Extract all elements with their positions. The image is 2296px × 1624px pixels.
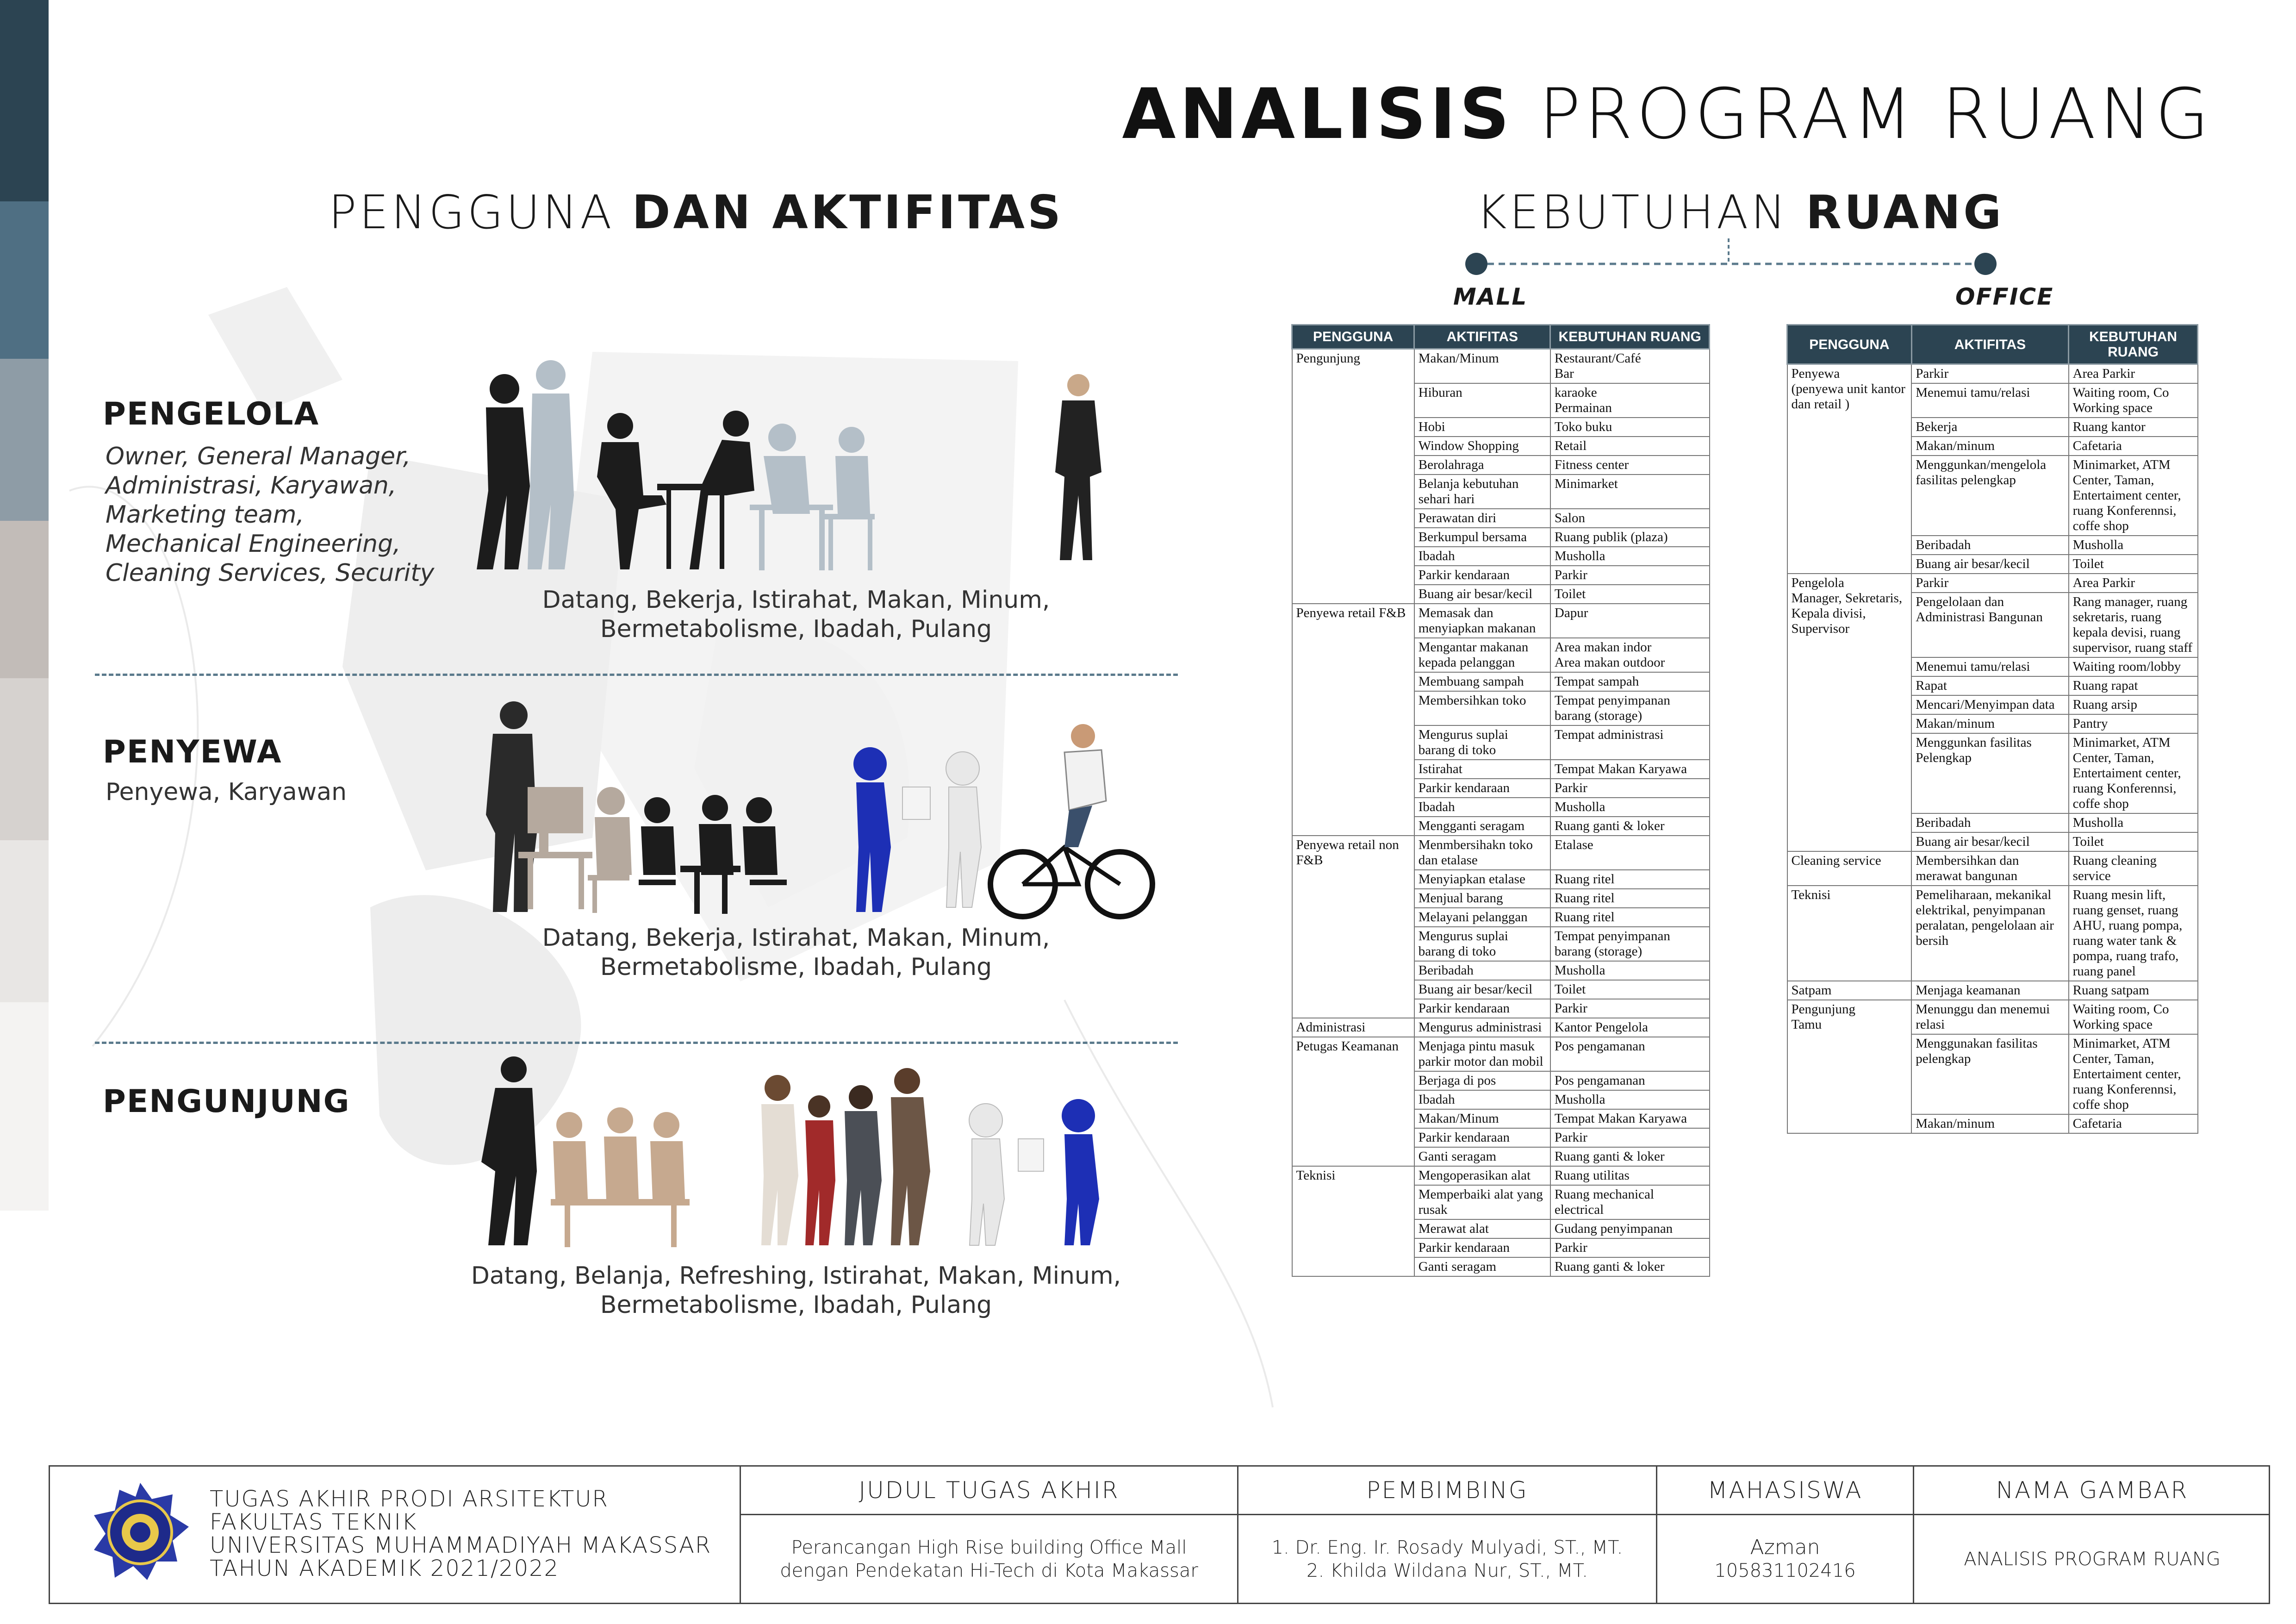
cell-kebutuhan: Tempat Makan Karyawa	[1550, 760, 1710, 779]
cell-aktifitas: Hiburan	[1414, 383, 1550, 418]
section-heading-pengguna: PENGGUNA DAN AKTIFITAS	[329, 185, 1064, 239]
cell-aktifitas: Menggunkan fasilitas Pelengkap	[1911, 733, 2068, 813]
col-aktifitas: AKTIFITAS	[1911, 325, 2068, 364]
cell-aktifitas: Menmbersihakn toko dan etalase	[1414, 836, 1550, 870]
cell-aktifitas: Parkir kendaraan	[1414, 999, 1550, 1018]
table-row	[1292, 1018, 1710, 1037]
cell-aktifitas: Ganti seragam	[1414, 1257, 1550, 1276]
office-label: OFFICE	[1955, 283, 2054, 310]
cell-aktifitas: Bekerja	[1911, 418, 2068, 437]
cell-aktifitas: Menemui tamu/relasi	[1911, 383, 2068, 418]
group-heading-pengunjung: PENGUNJUNG	[103, 1083, 350, 1120]
cell-aktifitas: Mengantar makanan kepada pelanggan	[1414, 638, 1550, 672]
cell-aktifitas: Menunggu dan menemui relasi	[1911, 1000, 2068, 1034]
cell-aktifitas: Makan/minum	[1911, 437, 2068, 456]
cell-kebutuhan: Tempat penyimpanan barang (storage)	[1550, 691, 1710, 725]
cell-kebutuhan: Fitness center	[1550, 456, 1710, 475]
cell-aktifitas: Buang air besar/kecil	[1414, 980, 1550, 999]
cell-kebutuhan: Ruang rapat	[2069, 676, 2198, 695]
cell-kebutuhan: Musholla	[1550, 961, 1710, 980]
cell-kebutuhan: Ruang mesin lift, ruang genset, ruang AHU, ruang pompa, ruang water tank & pompa, ruang trafo, ruang panel	[2069, 886, 2198, 981]
cell-kebutuhan: Minimarket, ATM Center, Taman, Entertaiment center, ruang Konferennsi, coffe shop	[2069, 456, 2198, 536]
cell-kebutuhan: Ruang ritel	[1550, 870, 1710, 889]
cell-kebutuhan: Ruang ganti & loker	[1550, 1147, 1710, 1166]
cell-aktifitas: Mengurus administrasi	[1414, 1018, 1550, 1037]
col-kebutuhan: KEBUTUHAN RUANG	[2069, 325, 2198, 364]
cell-aktifitas: Buang air besar/kecil	[1911, 832, 2068, 851]
university-logo	[87, 1480, 193, 1587]
cell-aktifitas: Menggunkan/mengelola fasilitas pelengkap	[1911, 456, 2068, 536]
cell-aktifitas: Menjaga keamanan	[1911, 981, 2068, 1000]
cell-aktifitas: Buang air besar/kecil	[1414, 585, 1550, 604]
cell-kebutuhan: Waiting room/lobby	[2069, 657, 2198, 676]
cell-kebutuhan: Musholla	[1550, 547, 1710, 566]
cell-aktifitas: Beribadah	[1414, 961, 1550, 980]
cell-kebutuhan: Retail	[1550, 437, 1710, 456]
cell-aktifitas: Parkir kendaraan	[1414, 566, 1550, 585]
label-mahasiswa: MAHASISWA	[1657, 1467, 1913, 1515]
cell-kebutuhan: Toko buku	[1550, 418, 1710, 437]
cell-aktifitas: Menyiapkan etalase	[1414, 870, 1550, 889]
table-row	[1292, 1037, 1710, 1071]
cell-aktifitas: Buang air besar/kecil	[1911, 555, 2068, 574]
cell-kebutuhan: Waiting room, Co Working space	[2069, 383, 2198, 418]
cell-kebutuhan: Parkir	[1550, 779, 1710, 798]
cell-pengguna: Pengunjung	[1292, 349, 1414, 604]
page-title: ANALISIS PROGRAM RUANG	[1122, 74, 2213, 155]
cell-pengguna: Penyewa retail F&B	[1292, 604, 1414, 836]
cell-kebutuhan: Ruang utilitas	[1550, 1166, 1710, 1185]
cell-kebutuhan: Ruang ganti & loker	[1550, 817, 1710, 836]
value-judul: Perancangan High Rise building Office Mall dengan Pendekatan Hi-Tech di Kota Makassar	[780, 1537, 1198, 1581]
divider-2	[95, 1042, 1178, 1044]
cell-aktifitas: Menjual barang	[1414, 889, 1550, 908]
cell-kebutuhan: Ruang ritel	[1550, 889, 1710, 908]
cell-aktifitas: Pengelolaan dan Administrasi Bangunan	[1911, 593, 2068, 657]
col-pengguna: PENGGUNA	[1787, 325, 1912, 364]
cell-aktifitas: Belanja kebutuhan sehari hari	[1414, 475, 1550, 509]
group-activities-pengunjung: Datang, Belanja, Refreshing, Istirahat, Makan, Minum, Bermetabolisme, Ibadah, Pulang	[471, 1262, 1121, 1319]
cell-aktifitas: Ibadah	[1414, 1090, 1550, 1109]
group-activities-penyewa: Datang, Bekerja, Istirahat, Makan, Minum, Bermetabolisme, Ibadah, Pulang	[542, 924, 1050, 981]
cell-kebutuhan: Ruang ritel	[1550, 908, 1710, 927]
connector-line	[1462, 238, 1999, 275]
cell-aktifitas: Mencari/Menyimpan data	[1911, 695, 2068, 714]
cell-aktifitas: Beribadah	[1911, 813, 2068, 832]
cell-pengguna: Pengelola Manager, Sekretaris, Kepala divisi, Supervisor	[1787, 574, 1912, 851]
table-row	[1292, 349, 1710, 384]
cell-pengguna: Pengunjung Tamu	[1787, 1000, 1912, 1133]
cell-aktifitas: Parkir	[1911, 574, 2068, 593]
table-row	[1292, 836, 1710, 870]
title-block	[49, 1465, 2270, 1604]
label-nama-gambar: NAMA GAMBAR	[1914, 1467, 2270, 1515]
cell-aktifitas: Mengoperasikan alat	[1414, 1166, 1550, 1185]
cell-aktifitas: Berjaga di pos	[1414, 1071, 1550, 1090]
cell-kebutuhan: Kantor Pengelola	[1550, 1018, 1710, 1037]
cell-kebutuhan: Pos pengamanan	[1550, 1071, 1710, 1090]
cell-aktifitas: Menjaga pintu masuk parkir motor dan mobil	[1414, 1037, 1550, 1071]
group-heading-penyewa: PENYEWA	[103, 734, 282, 770]
cell-aktifitas: Makan/minum	[1911, 1114, 2068, 1133]
cell-kebutuhan: Toilet	[2069, 555, 2198, 574]
cell-kebutuhan: Ruang satpam	[2069, 981, 2198, 1000]
cell-kebutuhan: Waiting room, Co Working space	[2069, 1000, 2198, 1034]
mall-table	[1291, 324, 1710, 1277]
cell-kebutuhan: Dapur	[1550, 604, 1710, 638]
cell-kebutuhan: Tempat administrasi	[1550, 725, 1710, 760]
table-row	[1787, 364, 2198, 384]
cell-pengguna: Penyewa (penyewa unit kantor dan retail )	[1787, 364, 1912, 574]
cell-aktifitas: Hobi	[1414, 418, 1550, 437]
cell-kebutuhan: Ruang publik (plaza)	[1550, 528, 1710, 547]
cell-kebutuhan: Cafetaria	[2069, 1114, 2198, 1133]
cell-aktifitas: Mengurus suplai barang di toko	[1414, 927, 1550, 961]
table-row	[1292, 604, 1710, 638]
value-nama-gambar: ANALISIS PROGRAM RUANG	[1964, 1548, 2221, 1570]
penyewa-illustration	[463, 694, 1157, 926]
cell-aktifitas: Perawatan diri	[1414, 509, 1550, 528]
cell-kebutuhan: Toilet	[1550, 980, 1710, 999]
cell-aktifitas: Window Shopping	[1414, 437, 1550, 456]
cell-aktifitas: Membersihkan toko	[1414, 691, 1550, 725]
cell-aktifitas: Makan/Minum	[1414, 349, 1550, 384]
cell-kebutuhan: Rang manager, ruang sekretaris, ruang kepala devisi, ruang supervisor, ruang staff	[2069, 593, 2198, 657]
cell-aktifitas: Memperbaiki alat yang rusak	[1414, 1185, 1550, 1219]
cell-aktifitas: Parkir kendaraan	[1414, 1238, 1550, 1257]
label-pembimbing: PEMBIMBING	[1238, 1467, 1656, 1515]
cell-aktifitas: Parkir kendaraan	[1414, 1128, 1550, 1147]
institution-text: TUGAS AKHIR PRODI ARSITEKTUR FAKULTAS TEKNIK UNIVERSITAS MUHAMMADIYAH MAKASSAR TAHUN AKADEMIK 2021/2022	[210, 1486, 712, 1581]
cell-aktifitas: Ganti seragam	[1414, 1147, 1550, 1166]
cell-pengguna: Penyewa retail non F&B	[1292, 836, 1414, 1018]
col-pengguna: PENGGUNA	[1292, 325, 1414, 349]
cell-aktifitas: Merawat alat	[1414, 1219, 1550, 1238]
mall-label: MALL	[1453, 283, 1528, 310]
cell-kebutuhan: Pos pengamanan	[1550, 1037, 1710, 1071]
cell-aktifitas: Menemui tamu/relasi	[1911, 657, 2068, 676]
cell-aktifitas: Ibadah	[1414, 798, 1550, 817]
cell-aktifitas: Ibadah	[1414, 547, 1550, 566]
cell-kebutuhan: Ruang cleaning service	[2069, 851, 2198, 886]
cell-kebutuhan: Musholla	[2069, 536, 2198, 555]
cell-kebutuhan: Musholla	[2069, 813, 2198, 832]
cell-kebutuhan: Minimarket, ATM Center, Taman, Entertaiment center, ruang Konferennsi, coffe shop	[2069, 733, 2198, 813]
label-judul: JUDUL TUGAS AKHIR	[741, 1467, 1237, 1515]
cell-kebutuhan: Minimarket	[1550, 475, 1710, 509]
cell-kebutuhan: Musholla	[1550, 1090, 1710, 1109]
table-row	[1787, 574, 2198, 593]
cell-aktifitas: Membersihkan dan merawat bangunan	[1911, 851, 2068, 886]
cell-kebutuhan: Ruang kantor	[2069, 418, 2198, 437]
group-activities-pengelola: Datang, Bekerja, Istirahat, Makan, Minum, Bermetabolisme, Ibadah, Pulang	[542, 586, 1050, 643]
cell-aktifitas: Beribadah	[1911, 536, 2068, 555]
cell-kebutuhan: Minimarket, ATM Center, Taman, Entertaiment center, ruang Konferennsi, coffe shop	[2069, 1034, 2198, 1114]
cell-kebutuhan: Toilet	[2069, 832, 2198, 851]
cell-aktifitas: Menggunakan fasilitas pelengkap	[1911, 1034, 2068, 1114]
cell-aktifitas: Makan/Minum	[1414, 1109, 1550, 1128]
cell-aktifitas: Makan/minum	[1911, 714, 2068, 733]
office-table	[1786, 324, 2198, 1134]
group-desc-pengelola: Owner, General Manager, Administrasi, Karyawan, Marketing team, Mechanical Engineering, Cleaning Services, Security	[106, 443, 435, 587]
cell-aktifitas: Pemeliharaan, mekanikal elektrikal, penyimpanan peralatan, pengelolaan air bersih	[1911, 886, 2068, 981]
cell-kebutuhan: Salon	[1550, 509, 1710, 528]
cell-mahasiswa	[1656, 1467, 1913, 1603]
cell-pembimbing	[1237, 1467, 1656, 1603]
cell-pengguna: Petugas Keamanan	[1292, 1037, 1414, 1166]
cell-kebutuhan: Tempat penyimpanan barang (storage)	[1550, 927, 1710, 961]
table-row	[1787, 981, 2198, 1000]
cell-aktifitas: Memasak dan menyiapkan makanan	[1414, 604, 1550, 638]
group-heading-pengelola: PENGELOLA	[103, 396, 320, 432]
cell-pengguna: Administrasi	[1292, 1018, 1414, 1037]
value-pembimbing: 1. Dr. Eng. Ir. Rosady Mulyadi, ST., MT. 2. Khilda Wildana Nur, ST., MT.	[1271, 1537, 1623, 1581]
cell-kebutuhan: Area Parkir	[2069, 364, 2198, 384]
value-mahasiswa: Azman 105831102416	[1714, 1535, 1856, 1581]
cell-kebutuhan: Pantry	[2069, 714, 2198, 733]
cell-kebutuhan: Tempat Makan Karyawa	[1550, 1109, 1710, 1128]
cell-kebutuhan: Tempat sampah	[1550, 672, 1710, 691]
cell-pengguna: Teknisi	[1787, 886, 1912, 981]
cell-judul	[740, 1467, 1237, 1603]
table-row	[1292, 1166, 1710, 1185]
cell-aktifitas: Parkir	[1911, 364, 2068, 384]
cell-kebutuhan: Ruang ganti & loker	[1550, 1257, 1710, 1276]
cell-kebutuhan: Parkir	[1550, 1238, 1710, 1257]
cell-kebutuhan: Parkir	[1550, 566, 1710, 585]
cell-kebutuhan: Restaurant/Café Bar	[1550, 349, 1710, 384]
cell-aktifitas: Parkir kendaraan	[1414, 779, 1550, 798]
cell-aktifitas: Istirahat	[1414, 760, 1550, 779]
cell-kebutuhan: Area Parkir	[2069, 574, 2198, 593]
cell-aktifitas: Rapat	[1911, 676, 2068, 695]
cell-aktifitas: Mengurus suplai barang di toko	[1414, 725, 1550, 760]
cell-kebutuhan: Musholla	[1550, 798, 1710, 817]
cell-kebutuhan: Toilet	[1550, 585, 1710, 604]
cell-pengguna: Teknisi	[1292, 1166, 1414, 1276]
cell-kebutuhan: Parkir	[1550, 1128, 1710, 1147]
cell-aktifitas: Melayani pelanggan	[1414, 908, 1550, 927]
cell-kebutuhan: Cafetaria	[2069, 437, 2198, 456]
cell-kebutuhan: Ruang mechanical electrical	[1550, 1185, 1710, 1219]
cell-kebutuhan: Parkir	[1550, 999, 1710, 1018]
cell-kebutuhan: Etalase	[1550, 836, 1710, 870]
cell-pengguna: Satpam	[1787, 981, 1912, 1000]
cell-aktifitas: Berolahraga	[1414, 456, 1550, 475]
table-row	[1787, 886, 2198, 981]
cell-aktifitas: Berkumpul bersama	[1414, 528, 1550, 547]
cell-aktifitas: Membuang sampah	[1414, 672, 1550, 691]
cell-pengguna: Cleaning service	[1787, 851, 1912, 886]
divider-1	[95, 674, 1178, 676]
cell-kebutuhan: Gudang penyimpanan	[1550, 1219, 1710, 1238]
cell-kebutuhan: Ruang arsip	[2069, 695, 2198, 714]
group-desc-penyewa: Penyewa, Karyawan	[106, 778, 347, 806]
col-aktifitas: AKTIFITAS	[1414, 325, 1550, 349]
cell-nama-gambar	[1913, 1467, 2270, 1603]
pengunjung-illustration	[463, 1051, 1148, 1255]
pengelola-illustration	[449, 356, 1152, 574]
section-heading-kebutuhan: KEBUTUHAN RUANG	[1476, 185, 2004, 239]
cell-kebutuhan: karaoke Permainan	[1550, 383, 1710, 418]
col-kebutuhan: KEBUTUHAN RUANG	[1550, 325, 1710, 349]
table-row	[1787, 851, 2198, 886]
cell-aktifitas: Mengganti seragam	[1414, 817, 1550, 836]
table-row	[1787, 1000, 2198, 1034]
cell-kebutuhan: Area makan indor Area makan outdoor	[1550, 638, 1710, 672]
